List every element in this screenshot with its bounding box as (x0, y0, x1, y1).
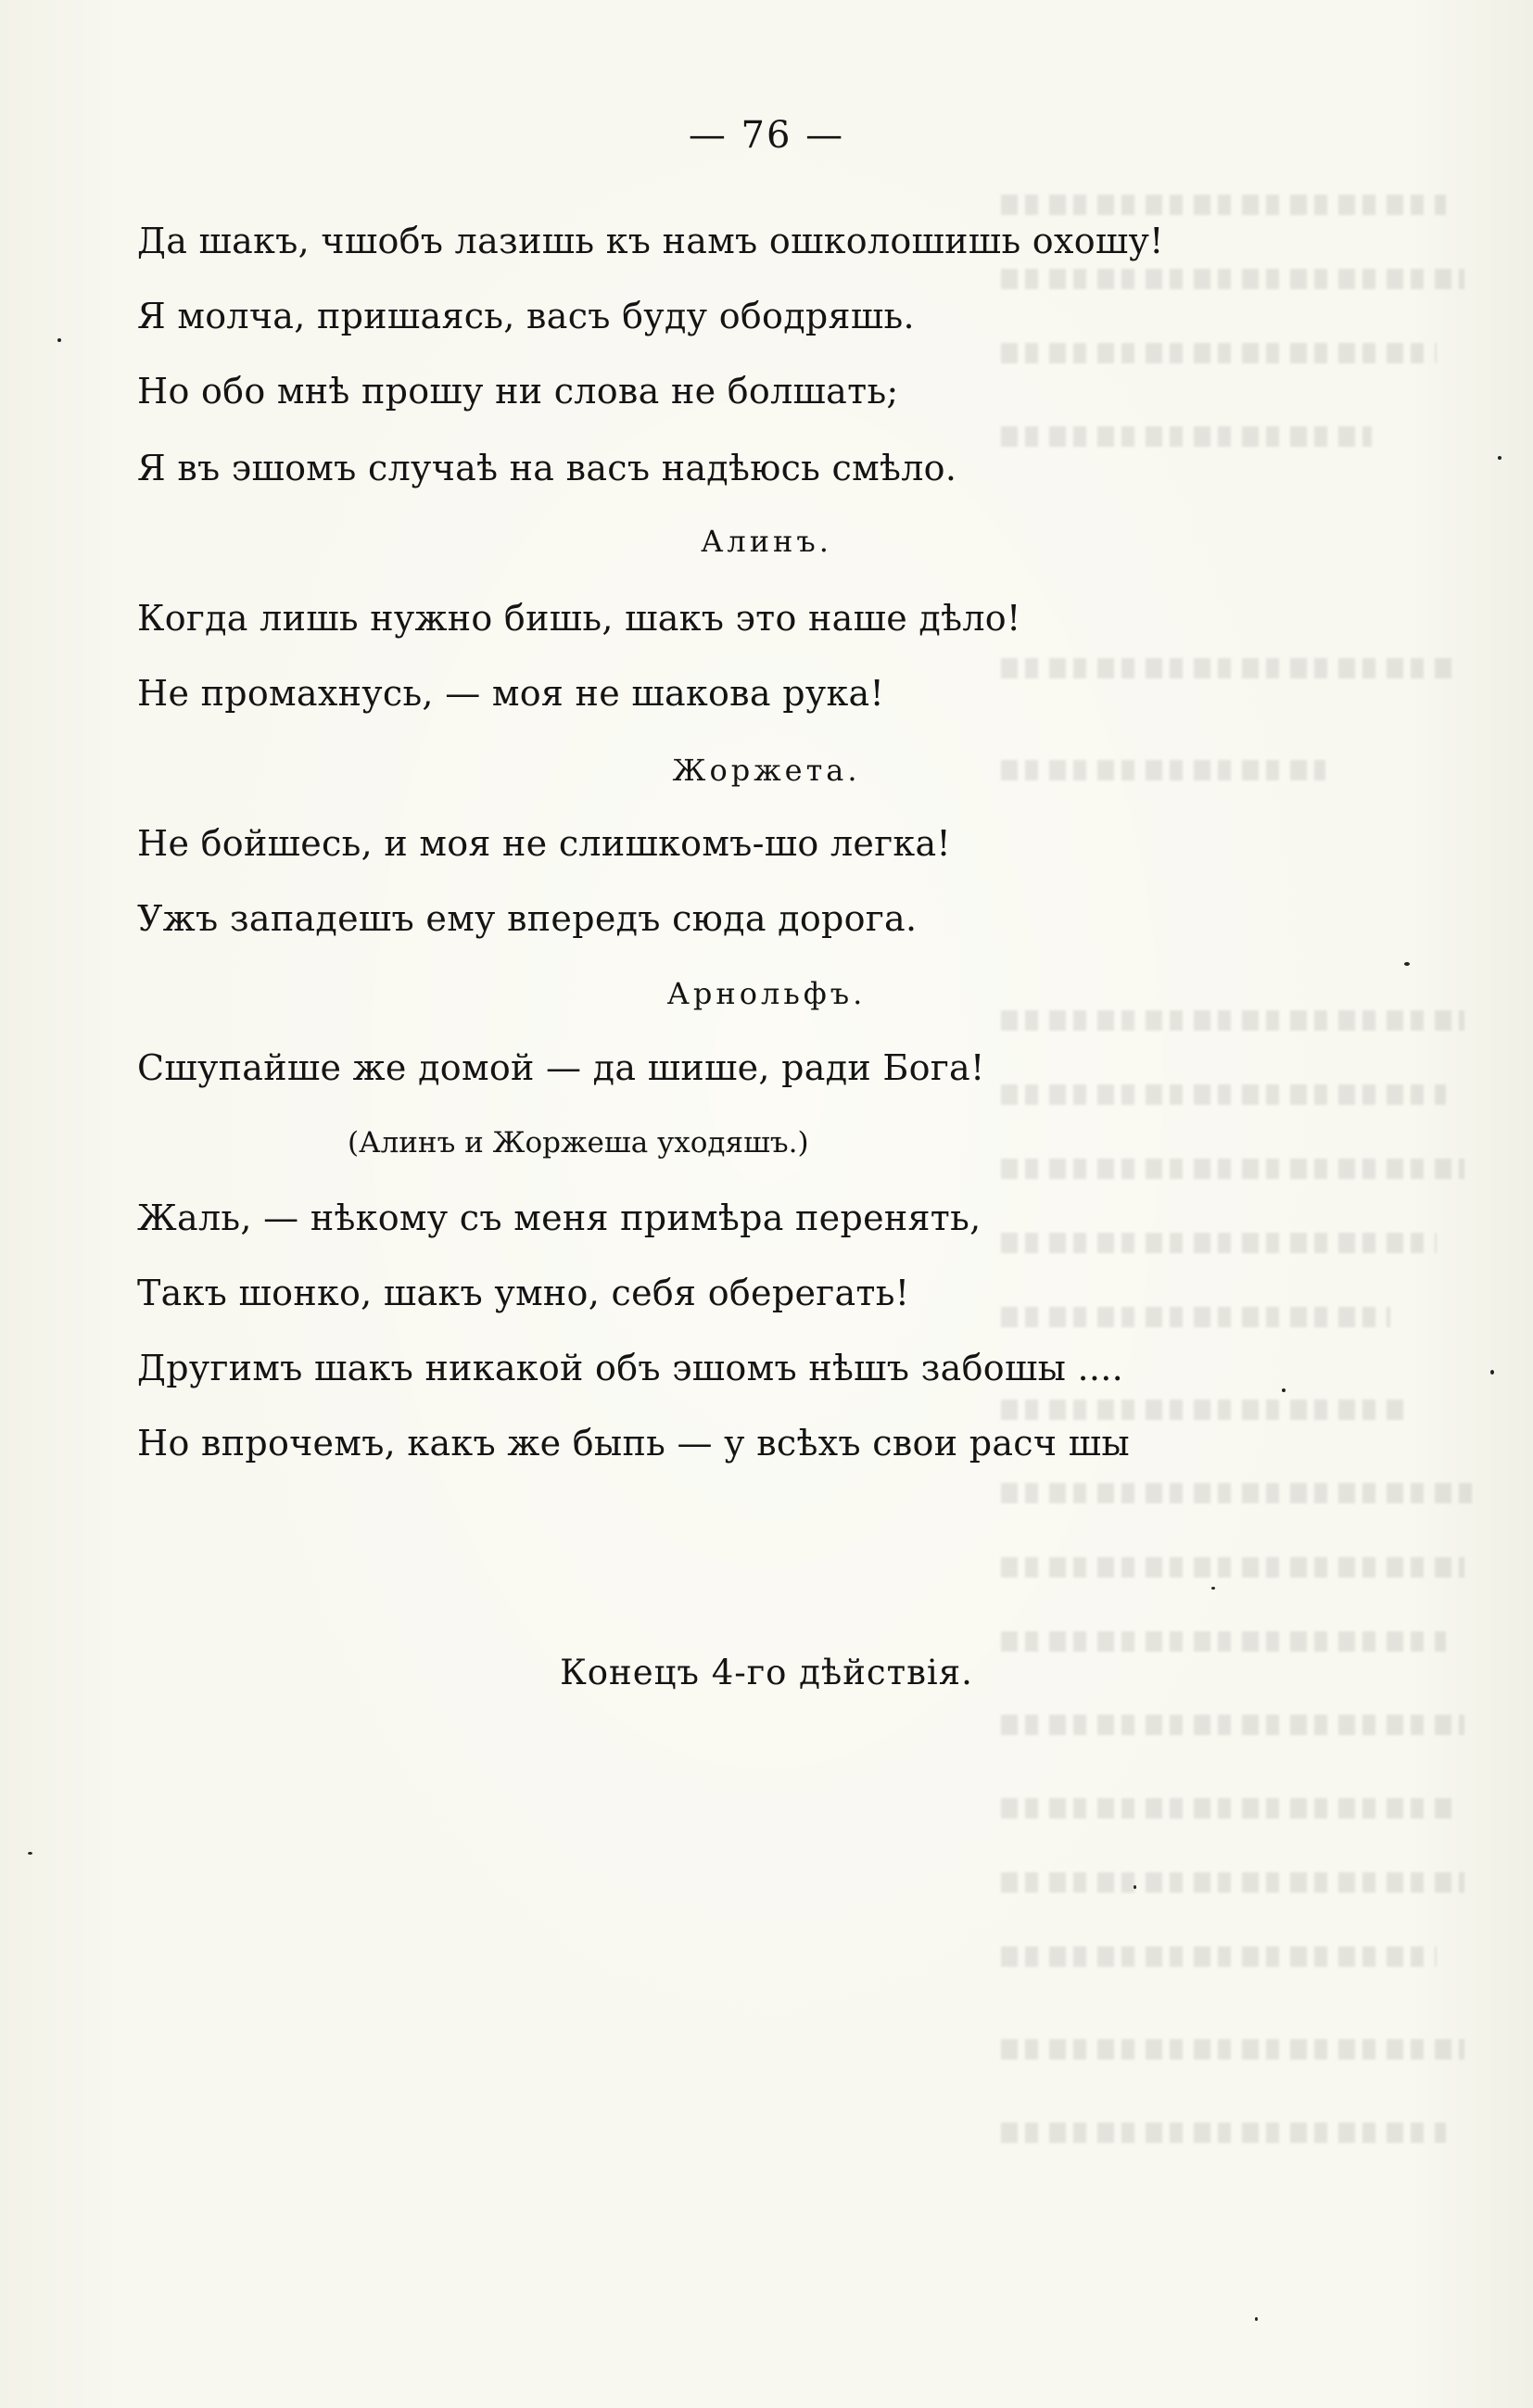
speaker-name: Жоржета. (672, 753, 861, 788)
ink-speck (28, 1852, 32, 1855)
verse-line: Жаль, — нѣкому съ меня примѣра перенять, (137, 1198, 982, 1238)
verse-line: Когда лишь нужно бишь, шакъ это наше дѣло! (137, 598, 1021, 639)
ink-speck (1134, 1885, 1136, 1889)
ink-speck (1490, 1370, 1494, 1375)
ink-speck (1255, 2317, 1258, 2321)
verse-line: Ужъ западешъ ему впередъ сюда дорога. (137, 898, 918, 939)
verse-line: Не бойшесь, и моя не слишкомъ-шо легка! (137, 823, 951, 864)
ink-speck (1498, 456, 1501, 460)
verse-line: Другимъ шакъ никакой объ эшомъ нѣшъ забошы .... (137, 1348, 1124, 1388)
verse-line: Я молча, пришаясь, васъ буду ободряшь. (137, 296, 915, 336)
act-ending: Конецъ 4-го дѣйствія. (560, 1653, 973, 1692)
verse-line: Но обо мнѣ прошу ни слова не болшать; (137, 371, 899, 412)
stage-direction: (Алинъ и Жоржеша уходяшъ.) (348, 1126, 809, 1160)
verse-line: Но впрочемъ, какъ же быпь — у всѣхъ свои расч шы (137, 1423, 1130, 1464)
verse-line: Я въ эшомъ случаѣ на васъ надѣюсь смѣло. (137, 448, 957, 488)
ink-speck (1211, 1587, 1215, 1590)
ink-speck (1404, 962, 1410, 966)
ink-speck (1282, 1388, 1286, 1392)
speaker-name: Арнольфъ. (666, 976, 867, 1011)
ink-speck (57, 338, 61, 342)
verse-line: Да шакъ, чшобъ лазишь къ намъ ошколошишь охошу! (137, 221, 1164, 261)
verse-line: Не промахнусь, — моя не шакова рука! (137, 673, 885, 714)
verse-line: Сшупайше же домой — да шише, ради Бога! (137, 1047, 985, 1088)
bleed-through-text (1001, 195, 1483, 2160)
verse-line: Такъ шонко, шакъ умно, себя оберегать! (137, 1273, 910, 1313)
speaker-name: Алинъ. (701, 524, 832, 559)
page-number: — 76 — (688, 114, 845, 157)
